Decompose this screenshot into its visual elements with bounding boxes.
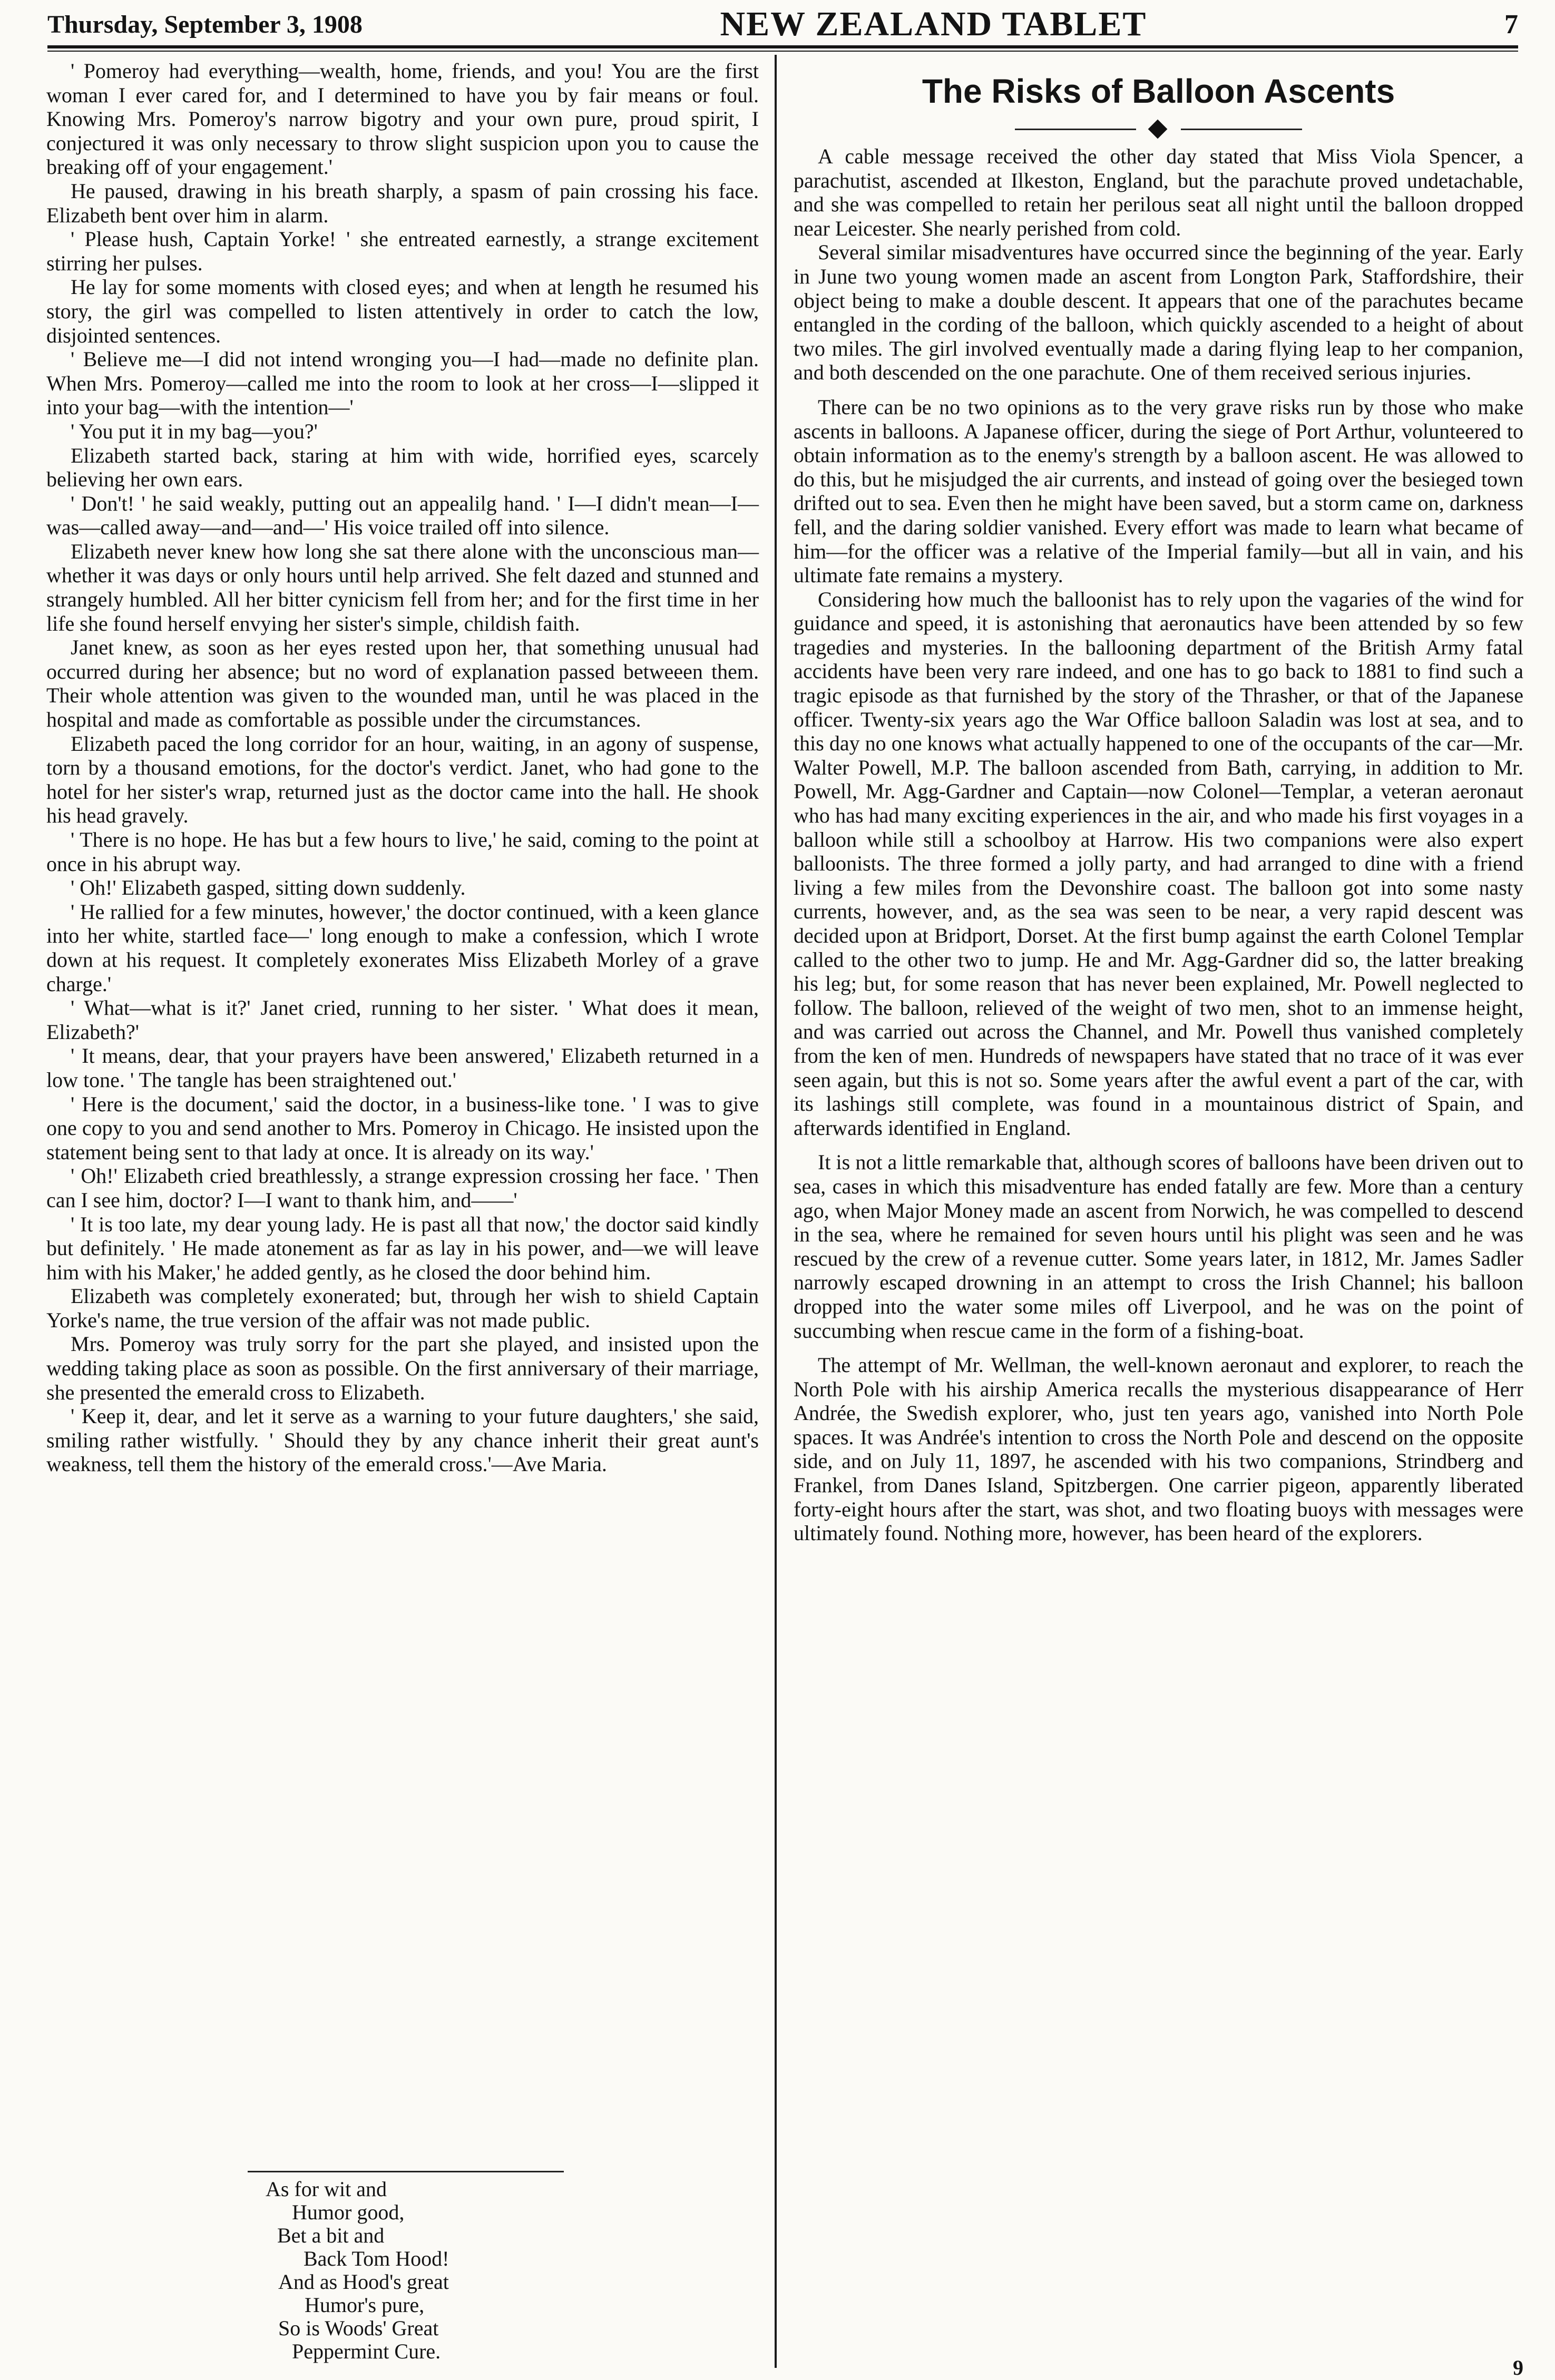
- story-paragraph: He paused, drawing in his breath sharply, a spasm of pain crossing his face. Elizabeth bent over him in alarm.: [46, 179, 759, 227]
- story-paragraph: ' Here is the document,' said the doctor, in a business-like tone. ' I was to give one copy to you and send another to Mrs. Pomeroy in Chicago. He insisted upon the statement being sent to that lady at once. It is already on its way.': [46, 1092, 759, 1164]
- story-paragraph: Mrs. Pomeroy was truly sorry for the part she played, and insisted upon the wedding taking place as soon as possible. On the first anniversary of their marriage, she presented the emerald cross to Elizabeth.: [46, 1332, 759, 1404]
- story-paragraph: ' Pomeroy had everything—wealth, home, friends, and you! You are the first woman I ever cared for, and I determined to have you by fair means or foul. Knowing Mrs. Pomeroy's narrow bigotry and your own pure, proud spirit, I conjectured it was only necessary to throw slight suspicion upon you to cause the breaking off of your engagement.': [46, 59, 759, 179]
- masthead-rule: [47, 45, 1518, 48]
- story-paragraph: ' What—what is it?' Janet cried, running to her sister. ' What does it mean, Elizabeth?': [46, 996, 759, 1044]
- page-number: 7: [1504, 9, 1518, 40]
- ornament-line-right: [1181, 129, 1302, 130]
- story-paragraph: Janet knew, as soon as her eyes rested upon her, that something unusual had occurred during her absence; but no word of explanation passed betweeen them. Their whole attention was given to the wounded man, until he was placed in the hospital and made as comfortable as possible under the circumstances.: [46, 635, 759, 732]
- advert-line: As for wit and: [266, 2177, 387, 2201]
- section-gap: [794, 385, 1523, 395]
- story-paragraph: He lay for some moments with closed eyes; and when at length he resumed his story, the girl was compelled to listen attentively in order to catch the low, disjointed sentences.: [46, 275, 759, 347]
- ornament-line-left: [1015, 129, 1136, 130]
- story-paragraph: ' Oh!' Elizabeth cried breathlessly, a strange expression crossing her face. ' Then can I see him, doctor? I—I want to thank him, and——': [46, 1164, 759, 1212]
- advert-line: Back Tom Hood!: [304, 2247, 449, 2270]
- story-paragraph: ' Please hush, Captain Yorke! ' she entreated earnestly, a strange excitement stirring her pulses.: [46, 227, 759, 275]
- right-column-article: [794, 59, 1523, 1545]
- story-paragraph: ' Oh!' Elizabeth gasped, sitting down suddenly.: [71, 876, 466, 900]
- section-gap: [794, 1140, 1523, 1150]
- footer-mark: 9: [1513, 2356, 1523, 2379]
- advertisement-verse: [248, 2171, 564, 2363]
- story-paragraph: ' Keep it, dear, and let it serve as a warning to your future daughters,' she said, smiling rather wistfully. ' Should they by any chance inherit their great aunt's weakness, tell them the history of the emerald cross.'—Ave Maria.: [46, 1404, 759, 1476]
- article-paragraph: A cable message received the other day stated that Miss Viola Spencer, a parachutist, ascended at Ilkeston, England, but the parachute proved undetachable, and she was compelled to retain her perilous seat all night until the balloon dropped near Leicester. She nearly perished from cold.: [794, 144, 1523, 240]
- story-paragraph: Elizabeth started back, staring at him with wide, horrified eyes, scarcely believing her own ears.: [46, 443, 759, 492]
- story-paragraph: Elizabeth paced the long corridor for an hour, waiting, in an agony of suspense, torn by a thousand emotions, for the doctor's verdict. Janet, who had gone to the hotel for her sister's wrap, returned just as the doctor came into the hall. He shook his head gravely.: [46, 731, 759, 828]
- story-paragraph: ' There is no hope. He has but a few hours to live,' he said, coming to the point at once in his abrupt way.: [46, 828, 759, 876]
- title-ornament: [794, 115, 1523, 144]
- masthead-rule-thin: [47, 51, 1518, 52]
- masthead: [47, 3, 1518, 45]
- story-paragraph: ' It is too late, my dear young lady. He is past all that now,' the doctor said kindly but definitely. ' He made atonement as far as lay in his power, and—we will leave him with his Maker,' he added gently, as he closed the door behind him.: [46, 1212, 759, 1284]
- advert-line: Humor good,: [292, 2200, 405, 2224]
- section-gap: [794, 1343, 1523, 1353]
- article-paragraph: It is not a little remarkable that, although scores of balloons have been driven out to sea, cases in which this misadventure has ended fatally are few. More than a century ago, when Major Money made an ascent from Norwich, he was compelled to descend in the sea, where he remained for seven hours until his plight was seen and he was rescued by the crew of a revenue cutter. Some years later, in 1812, Mr. James Sadler narrowly escaped drowning in an attempt to cross the Irish Channel; his balloon dropped into the water some miles off Liverpool, and he was on the point of succumbing when rescue came in the form of a fishing-boat.: [794, 1150, 1523, 1343]
- story-paragraph: ' Believe me—I did not intend wronging you—I had—made no definite plan. When Mrs. Pomeroy—called me into the room to look at her cross—I—slipped it into your bag—with the intention—': [46, 347, 759, 419]
- story-paragraph: Elizabeth was completely exonerated; but, through her wish to shield Captain Yorke's name, the true version of the affair was not made public.: [46, 1284, 759, 1332]
- story-paragraph: ' He rallied for a few minutes, however,' the doctor continued, with a keen glance into her white, startled face—' long enough to make a confession, which I wrote down at his request. It completely exonerates Miss Elizabeth Morley of a grave charge.': [46, 899, 759, 996]
- story-paragraph: ' Don't! ' he said weakly, putting out an appealilg hand. ' I—I didn't mean—I—was—called away—and—and—' His voice trailed off into silence.: [46, 491, 759, 540]
- column-divider: [775, 55, 777, 2368]
- advert-line: And as Hood's great: [278, 2270, 449, 2294]
- story-paragraph: ' It means, dear, that your prayers have been answered,' Elizabeth returned in a low tone. ' The tangle has been straightened out.': [46, 1044, 759, 1092]
- advert-line: So is Woods' Great: [278, 2316, 439, 2340]
- story-paragraph: ' You put it in my bag—you?': [71, 419, 318, 443]
- diamond-ornament-icon: [1148, 120, 1168, 139]
- article-title: The Risks of Balloon Ascents: [922, 72, 1395, 110]
- article-paragraph: Several similar misadventures have occurred since the beginning of the year. Early in June two young women made an ascent from Longton Park, Staffordshire, their object being to make a double descent. It appears that one of the parachutes became entangled in the cording of the balloon, which quickly ascended to a height of about two miles. The girl involved eventually made a daring flying leap to her companion, and both descended on the one parachute. One of them received serious injuries.: [794, 240, 1523, 385]
- story-paragraph: Elizabeth never knew how long she sat there alone with the unconscious man—whether it was days or only hours until help arrived. She felt dazed and stunned and strangely humbled. All her bitter cynicism fell from her; and for the first time in her life she found herself envying her sister's simple, childish faith.: [46, 539, 759, 635]
- newspaper-title: NEW ZEALAND TABLET: [720, 5, 1147, 43]
- article-paragraph: Considering how much the balloonist has to rely upon the vagaries of the wind for guidance and speed, it is astonishing that aeronautics have been attended by so few tragedies and mysteries. In the ballooning department of the British Army fatal accidents have been very rare indeed, and one has to go back to 1881 to find such a tragic episode as that furnished by the story of the Thrasher, or that of the Japanese officer. Twenty-six years ago the War Office balloon Saladin was lost at sea, and to this day no one knows what actually happened to one of the occupants of the car—Mr. Walter Powell, M.P. The balloon ascended from Bath, carrying, in addition to Mr. Powell, Mr. Agg-Gardner and Captain—now Colonel—Templar, a veteran aeronaut who has had many exciting experiences in the air, and who made his first voyages in a balloon while still a schoolboy at Harrow. His two companions were also expert balloonists. The three formed a jolly party, and had arranged to dine with a friend living a few miles from the Devonshire coast. The balloon got into some nasty currents, however, and, as the sea was seen to be near, a very rapid descent was decided upon at Bridport, Dorset. At the first bump against the earth Colonel Templar called to the other two to jump. He and Mr. Agg-Gardner did so, the latter breaking his leg; but, for some reason that has never been explained, Mr. Powell neglected to follow. The balloon, relieved of the weight of two men, shot to an immense height, and was carried out across the Channel, and Mr. Powell thus vanished completely from the ken of men. Hundreds of newspapers have stated that no trace of it was ever seen again, but this is not so. Some years after the awful event a part of the car, with its lashings still complete, was found in a mountainous district of Spain, and afterwards identified in England.: [794, 587, 1523, 1140]
- article-paragraph: The attempt of Mr. Wellman, the well-known aeronaut and explorer, to reach the North Pole with his airship America recalls the mysterious disappearance of Herr Andrée, the Swedish explorer, who, just ten years ago, vanished into North Pole spaces. It was Andrée's intention to cross the North Pole and descend on the opposite side, and on July 11, 1897, he ascended with his two companions, Strindberg and Frankel, from Danes Island, Spitzbergen. One carrier pigeon, apparently liberated forty-eight hours after the start, was shot, and two floating buoys with messages were ultimately found. Nothing more, however, has been heard of the explorers.: [794, 1353, 1523, 1545]
- advert-line: Humor's pure,: [305, 2293, 425, 2317]
- left-column-story: [46, 59, 759, 1476]
- advert-line: Peppermint Cure.: [292, 2339, 441, 2363]
- article-paragraph: There can be no two opinions as to the very grave risks run by those who make ascents in balloons. A Japanese officer, during the siege of Port Arthur, volunteered to obtain information as to the enemy's strength by a balloon ascent. He was allowed to do this, but he misjudged the air currents, and instead of going over the besieged town drifted out to sea. Even then he might have been saved, but a storm came on, darkness fell, and the daring soldier vanished. Every effort was made to learn what became of him—for the officer was a relative of the Imperial family—but all in vain, and his ultimate fate remains a mystery.: [794, 395, 1523, 587]
- advert-line: Bet a bit and: [277, 2224, 385, 2247]
- issue-date: Thursday, September 3, 1908: [47, 10, 363, 38]
